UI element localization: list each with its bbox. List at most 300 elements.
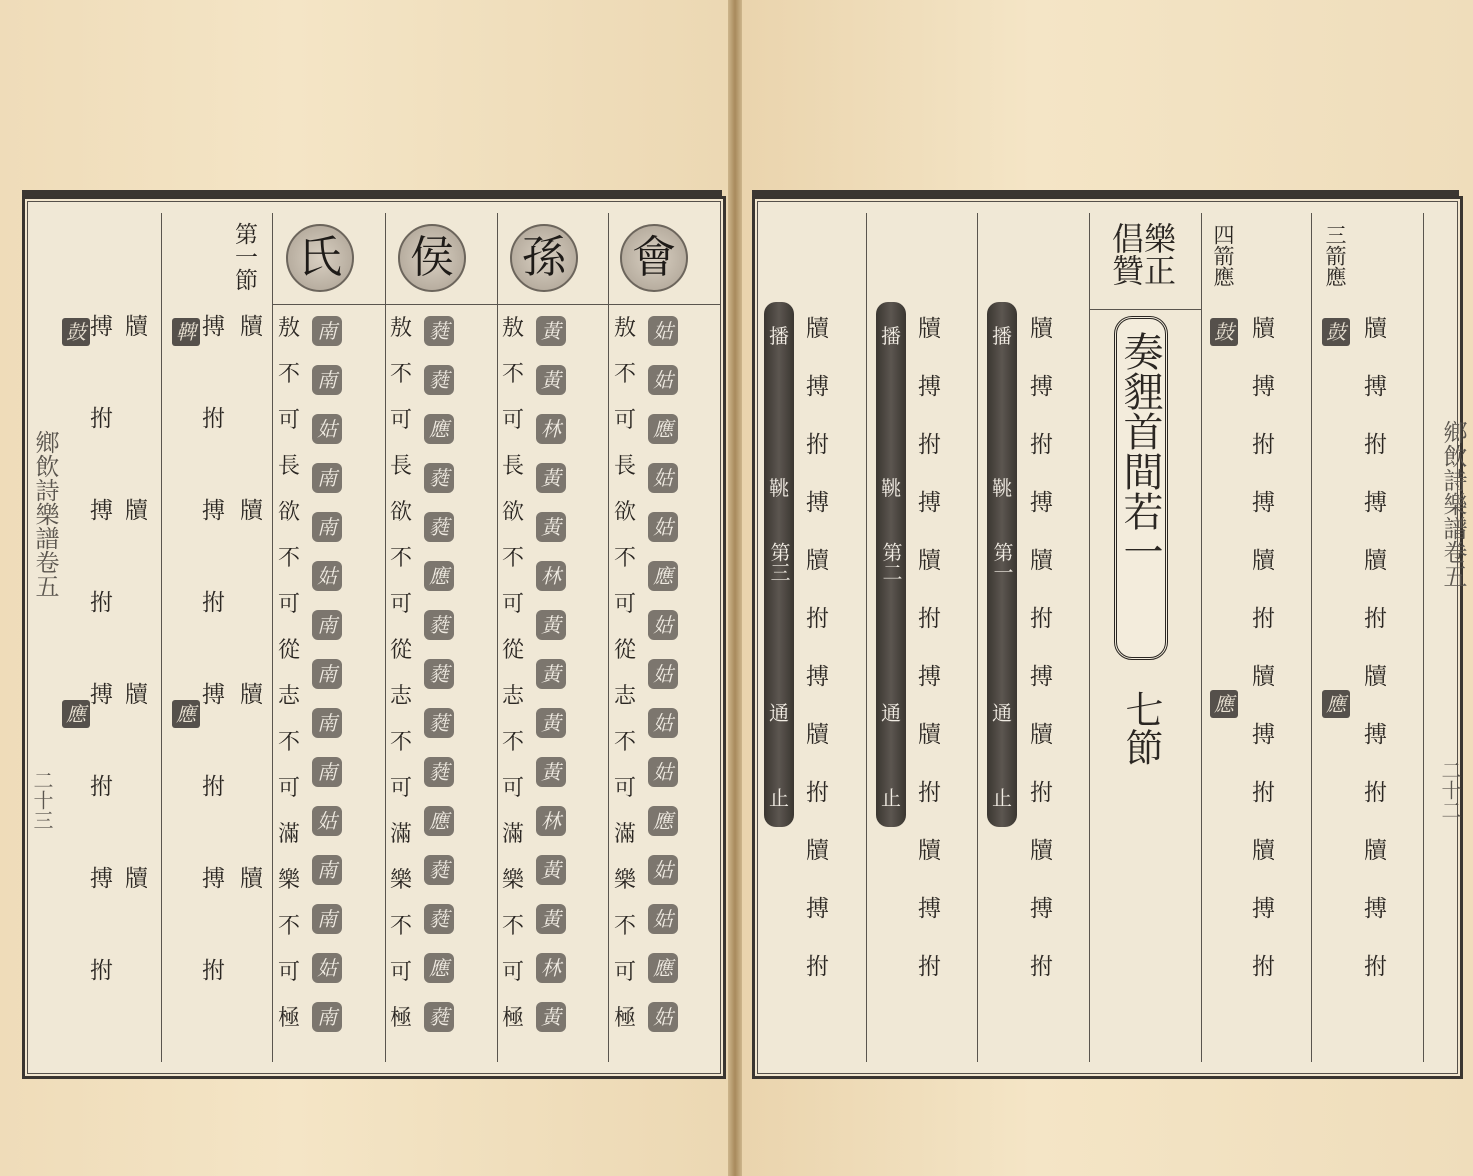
note-stone — [536, 806, 566, 855]
note-stone: 姑 — [648, 904, 678, 934]
note-stone: 蕤 — [424, 708, 454, 738]
lyric-char: 不 — [502, 546, 525, 571]
beat-char: 拊 — [806, 432, 829, 458]
lyric-char: 可 — [614, 408, 637, 433]
lyric-char: 可 — [390, 408, 413, 433]
note-stone — [536, 953, 566, 1002]
note-stone: 黃 — [536, 512, 566, 542]
note-stone: 黃 — [536, 365, 566, 395]
seal-stamp: 氏 — [286, 224, 354, 292]
note-stone — [536, 561, 566, 610]
note-stone: 黃 — [536, 708, 566, 738]
note-stone: 黃 — [536, 463, 566, 493]
note-stone: 南 — [312, 512, 342, 542]
beat-char: 牘 — [918, 838, 941, 864]
note-stone: 黃 — [536, 610, 566, 640]
note-stone: 姑 — [648, 708, 678, 738]
bar-label: 止 — [992, 786, 1012, 810]
bar-label: 通 — [992, 701, 1012, 725]
beat-char: 牘 — [240, 314, 263, 340]
beat-char: 搏 — [1030, 490, 1053, 516]
beat-char: 拊 — [806, 954, 829, 980]
beat-char: 牘 — [240, 866, 263, 892]
beat-char: 搏 — [202, 498, 225, 524]
drum-box: 鼓 — [62, 318, 90, 346]
drum-column-bottom — [62, 700, 90, 763]
col-rule — [385, 213, 386, 1062]
note-stone: 黃 — [536, 316, 566, 346]
beat-char: 搏 — [90, 314, 113, 340]
bar-label: 鞉 — [881, 476, 901, 500]
right-frame — [752, 196, 1463, 1079]
lyric-char: 不 — [278, 730, 301, 755]
note-stone — [648, 365, 678, 414]
bar-label: 第二 — [879, 542, 903, 582]
beat-char: 拊 — [1364, 606, 1387, 632]
beat-char: 牘 — [1030, 548, 1053, 574]
note-stone — [648, 1002, 678, 1051]
note-stone: 黃 — [536, 904, 566, 934]
beat-column — [918, 318, 941, 1014]
col-rule — [1423, 213, 1424, 1062]
note-stone: 應 — [648, 953, 678, 983]
lyric-char: 不 — [390, 914, 413, 939]
section-label: 第一節 — [231, 222, 257, 291]
note-stone: 姑 — [312, 953, 342, 983]
beat-char: 搏 — [918, 374, 941, 400]
col-label: 三箭應 — [1323, 224, 1347, 287]
beat-char: 拊 — [1030, 606, 1053, 632]
lyric-char: 可 — [502, 408, 525, 433]
lyric-char: 可 — [278, 592, 301, 617]
drum-box: 應 — [1322, 690, 1350, 718]
beat-char: 牘 — [125, 682, 148, 708]
beat-char: 搏 — [202, 866, 225, 892]
lyric-char: 極 — [502, 1006, 525, 1031]
beat-char: 搏 — [918, 664, 941, 690]
beat-char: 牘 — [125, 866, 148, 892]
note-stone: 應 — [424, 561, 454, 591]
note-stone: 應 — [424, 953, 454, 983]
note-stone: 應 — [424, 806, 454, 836]
lyric-char: 長 — [614, 454, 637, 479]
lyric-char: 不 — [502, 362, 525, 387]
lyric-char: 樂 — [278, 868, 301, 893]
bar-label: 播 — [992, 324, 1012, 348]
note-stone — [648, 414, 678, 463]
note-column — [424, 316, 454, 1051]
lyric-char: 滿 — [502, 822, 525, 847]
beat-char: 拊 — [918, 432, 941, 458]
note-stone — [312, 414, 342, 463]
note-stone: 應 — [648, 414, 678, 444]
beat-char: 拊 — [1252, 606, 1275, 632]
bar-label: 通 — [881, 701, 901, 725]
lyric-char: 從 — [614, 638, 637, 663]
beat-char: 搏 — [1030, 664, 1053, 690]
lyric-char: 不 — [390, 546, 413, 571]
drum-right-beats — [240, 316, 263, 1052]
note-stone: 黃 — [536, 659, 566, 689]
note-stone: 林 — [536, 806, 566, 836]
note-stone — [312, 806, 342, 855]
beat-char: 牘 — [1364, 838, 1387, 864]
note-stone: 蕤 — [424, 855, 454, 885]
beat-char: 牘 — [806, 548, 829, 574]
note-stone: 南 — [312, 316, 342, 346]
drum-column — [1322, 318, 1350, 381]
section-count: 七節 — [1119, 690, 1163, 766]
note-stone: 黃 — [536, 855, 566, 885]
lyric-char: 可 — [390, 776, 413, 801]
lyric-char: 從 — [502, 638, 525, 663]
col-rule — [272, 213, 273, 1062]
note-stone: 蕤 — [424, 757, 454, 787]
note-stone: 姑 — [648, 512, 678, 542]
lyric-char: 志 — [614, 684, 637, 709]
lyric-char: 可 — [278, 960, 301, 985]
note-stone — [536, 610, 566, 659]
drum-column — [172, 318, 200, 381]
right-edge-title: 鄉飲詩樂譜卷五 — [1439, 420, 1467, 588]
note-stone — [312, 855, 342, 904]
book-gutter — [728, 0, 742, 1176]
col-rule — [161, 213, 162, 1062]
drum-box: 鞞 — [172, 318, 200, 346]
note-stone — [424, 806, 454, 855]
beat-char: 拊 — [1252, 780, 1275, 806]
note-stone: 南 — [312, 757, 342, 787]
beat-char: 搏 — [1252, 722, 1275, 748]
note-stone — [312, 904, 342, 953]
note-stone: 姑 — [648, 659, 678, 689]
lyric-char: 志 — [278, 684, 301, 709]
note-stone — [424, 512, 454, 561]
note-stone: 南 — [312, 708, 342, 738]
drum-box: 應 — [172, 700, 200, 728]
note-stone: 南 — [312, 904, 342, 934]
beat-char: 牘 — [125, 498, 148, 524]
note-stone — [536, 708, 566, 757]
drum-column-bottom — [1322, 690, 1350, 753]
note-stone — [424, 953, 454, 1002]
note-stone: 姑 — [648, 365, 678, 395]
note-stone: 蕤 — [424, 904, 454, 934]
note-stone — [424, 316, 454, 365]
note-stone: 林 — [536, 561, 566, 591]
lyric-char: 不 — [614, 362, 637, 387]
beat-char: 搏 — [202, 682, 225, 708]
lyric-char: 可 — [278, 776, 301, 801]
header-rule — [272, 304, 720, 305]
bar-label: 播 — [881, 324, 901, 348]
drum-column — [1210, 318, 1238, 381]
beat-char: 搏 — [1364, 722, 1387, 748]
lyric-char: 欲 — [278, 500, 301, 525]
lyric-char: 可 — [502, 960, 525, 985]
note-stone: 蕤 — [424, 316, 454, 346]
lyric-char: 敖 — [614, 316, 637, 341]
note-stone: 南 — [312, 1002, 342, 1032]
beat-char: 拊 — [1364, 780, 1387, 806]
note-stone: 姑 — [648, 463, 678, 493]
beat-char: 牘 — [1364, 664, 1387, 690]
beat-char: 拊 — [1030, 954, 1053, 980]
col-rule — [1089, 213, 1090, 1062]
note-stone — [424, 659, 454, 708]
note-stone — [312, 1002, 342, 1051]
lyric-column — [390, 318, 412, 1054]
note-stone — [648, 610, 678, 659]
note-stone: 南 — [312, 610, 342, 640]
lyric-char: 不 — [502, 730, 525, 755]
beat-char: 搏 — [806, 374, 829, 400]
note-stone: 應 — [648, 561, 678, 591]
beat-char: 拊 — [90, 958, 113, 984]
note-column — [536, 316, 566, 1051]
note-stone — [536, 463, 566, 512]
beat-char: 搏 — [1252, 896, 1275, 922]
drum-box: 鼓 — [1210, 318, 1238, 346]
drum-beats — [202, 316, 225, 1052]
lyric-char: 敖 — [278, 316, 301, 341]
tao-drum-bar — [876, 302, 906, 827]
beat-char: 拊 — [202, 590, 225, 616]
note-stone: 姑 — [648, 610, 678, 640]
beat-char: 拊 — [1364, 432, 1387, 458]
beat-column — [806, 318, 829, 1014]
beat-char: 拊 — [1252, 432, 1275, 458]
note-stone: 姑 — [648, 1002, 678, 1032]
note-stone — [312, 365, 342, 414]
beat-char: 牘 — [125, 314, 148, 340]
lyric-char: 志 — [502, 684, 525, 709]
note-stone — [312, 708, 342, 757]
note-stone — [536, 316, 566, 365]
tao-drum-bar — [764, 302, 794, 827]
note-stone: 南 — [312, 855, 342, 885]
beat-char: 拊 — [1364, 954, 1387, 980]
bar-label: 播 — [769, 324, 789, 348]
beat-char: 牘 — [918, 316, 941, 342]
note-stone: 應 — [648, 806, 678, 836]
col-rule — [608, 213, 609, 1062]
beat-char: 拊 — [202, 406, 225, 432]
note-stone — [312, 512, 342, 561]
note-stone — [424, 1002, 454, 1051]
drum-right-beats — [125, 316, 148, 1052]
lyric-char: 欲 — [614, 500, 637, 525]
beat-char: 牘 — [918, 722, 941, 748]
left-folio: 二十三 — [30, 770, 54, 830]
beat-char: 牘 — [240, 498, 263, 524]
note-stone — [312, 610, 342, 659]
lyric-char: 敖 — [390, 316, 413, 341]
lyric-char: 極 — [390, 1006, 413, 1031]
lyric-char: 不 — [502, 914, 525, 939]
lyric-char: 樂 — [502, 868, 525, 893]
note-stone — [648, 463, 678, 512]
lyric-char: 滿 — [278, 822, 301, 847]
beat-char: 牘 — [1252, 664, 1275, 690]
note-stone: 應 — [424, 414, 454, 444]
beat-column — [1252, 318, 1275, 1014]
beat-char: 拊 — [1252, 954, 1275, 980]
beat-char: 搏 — [90, 498, 113, 524]
col-rule — [1311, 213, 1312, 1062]
note-stone — [424, 904, 454, 953]
note-stone — [424, 855, 454, 904]
beat-char: 牘 — [1030, 316, 1053, 342]
beat-char: 拊 — [90, 406, 113, 432]
lyric-char: 樂 — [614, 868, 637, 893]
tao-drum-bar — [987, 302, 1017, 827]
note-stone — [424, 365, 454, 414]
beat-char: 牘 — [1030, 722, 1053, 748]
seal-stamp: 孫 — [510, 224, 578, 292]
beat-char: 牘 — [240, 682, 263, 708]
title-text: 奏貍首間若一 — [1117, 331, 1163, 571]
lyric-char: 欲 — [502, 500, 525, 525]
lyric-column — [278, 318, 300, 1054]
note-stone — [424, 463, 454, 512]
note-stone — [312, 659, 342, 708]
lyric-char: 可 — [390, 592, 413, 617]
lyric-char: 可 — [614, 960, 637, 985]
note-stone: 姑 — [648, 316, 678, 346]
beat-column — [1364, 318, 1387, 1014]
lyric-char: 滿 — [390, 822, 413, 847]
lyric-char: 長 — [278, 454, 301, 479]
beat-char: 牘 — [806, 316, 829, 342]
lyric-column — [614, 318, 636, 1054]
beat-char: 拊 — [1030, 780, 1053, 806]
title-box — [1114, 316, 1168, 660]
note-stone — [536, 414, 566, 463]
beat-char: 搏 — [90, 682, 113, 708]
note-stone — [536, 904, 566, 953]
right-folio: 二十二 — [1438, 760, 1462, 820]
seal-stamp: 侯 — [398, 224, 466, 292]
beat-char: 拊 — [90, 590, 113, 616]
note-column — [648, 316, 678, 1051]
beat-char: 搏 — [1030, 896, 1053, 922]
lyric-char: 可 — [614, 776, 637, 801]
note-stone — [536, 659, 566, 708]
note-stone — [312, 316, 342, 365]
note-stone — [648, 806, 678, 855]
note-stone — [648, 953, 678, 1002]
lyric-char: 極 — [278, 1006, 301, 1031]
lyric-char: 長 — [390, 454, 413, 479]
beat-char: 拊 — [918, 954, 941, 980]
beat-char: 搏 — [1364, 490, 1387, 516]
beat-char: 拊 — [202, 774, 225, 800]
beat-char: 拊 — [1030, 432, 1053, 458]
drum-column — [62, 318, 90, 381]
lyric-char: 從 — [390, 638, 413, 663]
beat-char: 牘 — [1252, 838, 1275, 864]
note-stone — [424, 414, 454, 463]
note-column — [312, 316, 342, 1051]
drum-column-bottom — [172, 700, 200, 763]
note-stone: 姑 — [648, 757, 678, 787]
bar-label: 第一 — [990, 542, 1014, 582]
note-stone — [648, 561, 678, 610]
beat-char: 搏 — [1364, 896, 1387, 922]
note-stone — [312, 561, 342, 610]
note-stone — [312, 757, 342, 806]
beat-char: 拊 — [918, 606, 941, 632]
beat-char: 拊 — [806, 780, 829, 806]
beat-char: 搏 — [806, 896, 829, 922]
col-rule — [1201, 213, 1202, 1062]
note-stone — [648, 904, 678, 953]
lyric-char: 可 — [390, 960, 413, 985]
note-stone: 姑 — [312, 561, 342, 591]
seal-stamp: 會 — [620, 224, 688, 292]
note-stone — [648, 757, 678, 806]
col-rule — [497, 213, 498, 1062]
lyric-char: 樂 — [390, 868, 413, 893]
beat-char: 搏 — [202, 314, 225, 340]
drum-box: 應 — [1210, 690, 1238, 718]
note-stone — [536, 757, 566, 806]
beat-char: 搏 — [1252, 374, 1275, 400]
drum-box: 鼓 — [1322, 318, 1350, 346]
beat-char: 牘 — [1252, 548, 1275, 574]
note-stone — [424, 610, 454, 659]
col-label: 四箭應 — [1211, 224, 1235, 287]
note-stone: 黃 — [536, 1002, 566, 1032]
note-stone: 林 — [536, 953, 566, 983]
lyric-char: 可 — [278, 408, 301, 433]
note-stone: 南 — [312, 659, 342, 689]
note-stone: 蕤 — [424, 610, 454, 640]
lyric-column — [502, 318, 524, 1054]
lyric-char: 不 — [614, 546, 637, 571]
beat-column — [1030, 318, 1053, 1014]
note-stone — [312, 463, 342, 512]
lyric-char: 不 — [390, 730, 413, 755]
note-stone: 蕤 — [424, 365, 454, 395]
beat-char: 牘 — [918, 548, 941, 574]
beat-char: 拊 — [202, 958, 225, 984]
note-stone — [648, 659, 678, 708]
lyric-char: 敖 — [502, 316, 525, 341]
lyric-char: 不 — [614, 914, 637, 939]
note-stone — [648, 708, 678, 757]
note-stone: 林 — [536, 414, 566, 444]
lyric-char: 可 — [502, 592, 525, 617]
bar-label: 鞉 — [769, 476, 789, 500]
lyric-char: 滿 — [614, 822, 637, 847]
lyric-char: 可 — [614, 592, 637, 617]
beat-char: 牘 — [1364, 548, 1387, 574]
beat-char: 拊 — [90, 774, 113, 800]
col-rule — [866, 213, 867, 1062]
drum-column-bottom — [1210, 690, 1238, 753]
lyric-char: 不 — [278, 546, 301, 571]
bar-label: 鞉 — [992, 476, 1012, 500]
note-stone — [424, 708, 454, 757]
lyric-char: 極 — [614, 1006, 637, 1031]
note-stone — [536, 855, 566, 904]
drum-box: 應 — [62, 700, 90, 728]
beat-char: 牘 — [1030, 838, 1053, 864]
note-stone: 南 — [312, 463, 342, 493]
beat-char: 搏 — [1252, 490, 1275, 516]
